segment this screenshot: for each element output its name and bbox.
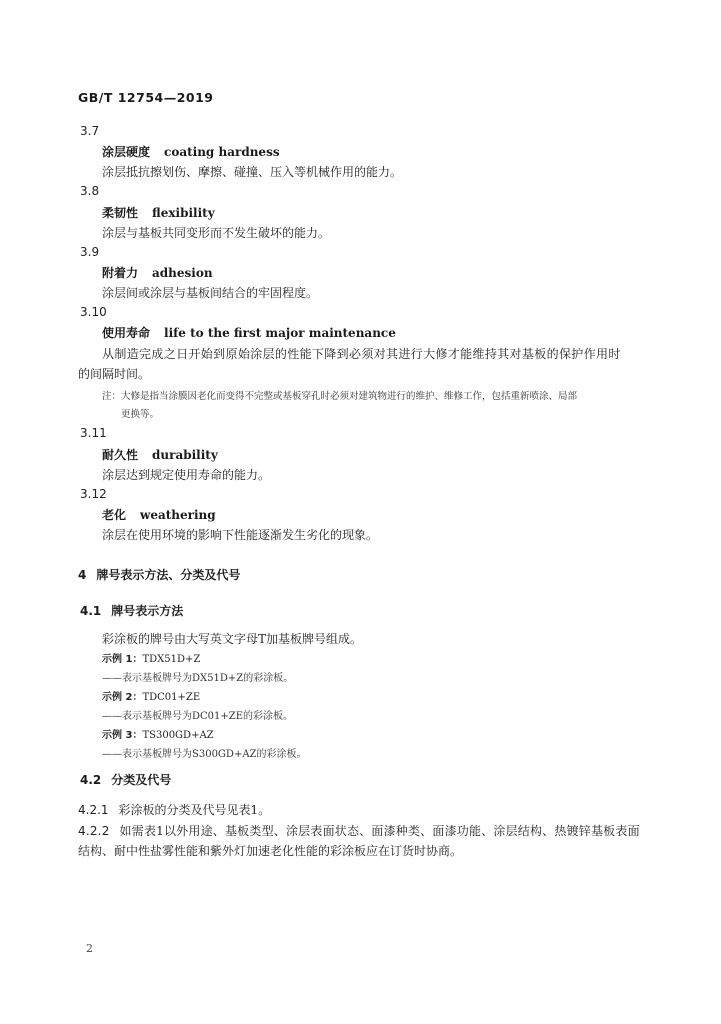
term-zh: 涂层硬度	[102, 145, 151, 159]
section-heading	[78, 566, 240, 583]
example-label: 示例 2：	[102, 692, 143, 703]
term-heading	[102, 143, 280, 160]
clause	[78, 822, 640, 839]
example	[102, 650, 200, 665]
example-description: ——表示基板牌号为DC01+ZE的彩涂板。	[102, 711, 294, 722]
paragraph: 彩涂板的牌号由大写英文字母T加基板牌号组成。	[102, 632, 363, 646]
term-zh: 老化	[102, 508, 127, 522]
example	[102, 726, 214, 741]
term-number: 3.8	[80, 184, 100, 198]
section-title: 牌号表示方法、分类及代号	[96, 568, 241, 582]
example-description: ——表示基板牌号为S300GD+AZ的彩涂板。	[102, 749, 307, 760]
term-definition-line2: 的间隔时间。	[78, 367, 151, 381]
example-code: TS300GD+AZ	[142, 730, 214, 741]
term-en: durability	[152, 448, 218, 462]
term-zh: 附着力	[102, 266, 139, 280]
term-definition-line1: 从制造完成之日开始到原始涂层的性能下降到必须对其进行大修才能维持其对基板的保护作用时	[102, 347, 621, 361]
term-number: 3.11	[80, 426, 107, 440]
term-heading	[102, 264, 213, 281]
example-label: 示例 1：	[102, 654, 143, 665]
subsection-title: 牌号表示方法	[111, 604, 184, 618]
standard-code: GB/T 12754—2019	[78, 90, 214, 105]
example-description: ——表示基板牌号为DX51D+Z的彩涂板。	[102, 673, 294, 684]
term-en: coating hardness	[164, 145, 280, 159]
subsection-title: 分类及代号	[111, 773, 172, 787]
term-number: 3.9	[80, 245, 100, 259]
subsection-number: 4.2	[80, 773, 102, 787]
subsection-number: 4.1	[80, 604, 102, 618]
term-en: adhesion	[152, 266, 213, 280]
example-code: TDC01+ZE	[142, 692, 201, 703]
term-zh: 使用寿命	[102, 326, 151, 340]
term-definition: 涂层达到规定使用寿命的能力。	[102, 468, 271, 482]
term-zh: 耐久性	[102, 448, 139, 462]
term-definition: 涂层间或涂层与基板间结合的牢固程度。	[102, 286, 319, 300]
note-line1: 注：大修是指当涂膜因老化而变得不完整或基板穿孔时必须对建筑物进行的维护、维修工作，包括重新喷涂、局部	[102, 391, 578, 402]
clause-text: 彩涂板的分类及代号见表1。	[118, 803, 271, 817]
clause	[78, 801, 270, 818]
clause-text-line1: 如需表1以外用途、基板类型、涂层表面状态、面漆种类、面漆功能、涂层结构、热镀锌基板表面	[119, 824, 640, 838]
term-heading	[102, 506, 216, 523]
term-definition: 涂层在使用环境的影响下性能逐渐发生劣化的现象。	[102, 528, 379, 542]
clause-number: 4.2.1	[78, 803, 109, 817]
term-heading	[102, 324, 396, 341]
page-number: 2	[86, 942, 93, 955]
section-number: 4	[78, 568, 87, 582]
term-definition: 涂层抵抗擦划伤、摩擦、碰撞、压入等机械作用的能力。	[102, 165, 403, 179]
clause-text-line2: 结构、耐中性盐雾性能和紫外灯加速老化性能的彩涂板应在订货时协商。	[78, 844, 463, 858]
note-line2: 更换等。	[121, 409, 160, 420]
term-heading	[102, 446, 218, 463]
subsection-heading	[80, 771, 171, 788]
term-number: 3.10	[80, 305, 107, 319]
subsection-heading	[80, 602, 183, 619]
example-code: TDX51D+Z	[142, 654, 201, 665]
example-label: 示例 3：	[102, 730, 143, 741]
term-en: life to the first major maintenance	[164, 326, 396, 340]
term-zh: 柔韧性	[102, 206, 139, 220]
term-en: flexibility	[152, 206, 215, 220]
term-number: 3.12	[80, 487, 107, 501]
term-number: 3.7	[80, 124, 100, 138]
term-definition: 涂层与基板共同变形而不发生破坏的能力。	[102, 226, 331, 240]
clause-number: 4.2.2	[78, 824, 110, 838]
example	[102, 688, 200, 703]
term-en: weathering	[140, 508, 216, 522]
term-heading	[102, 204, 215, 221]
